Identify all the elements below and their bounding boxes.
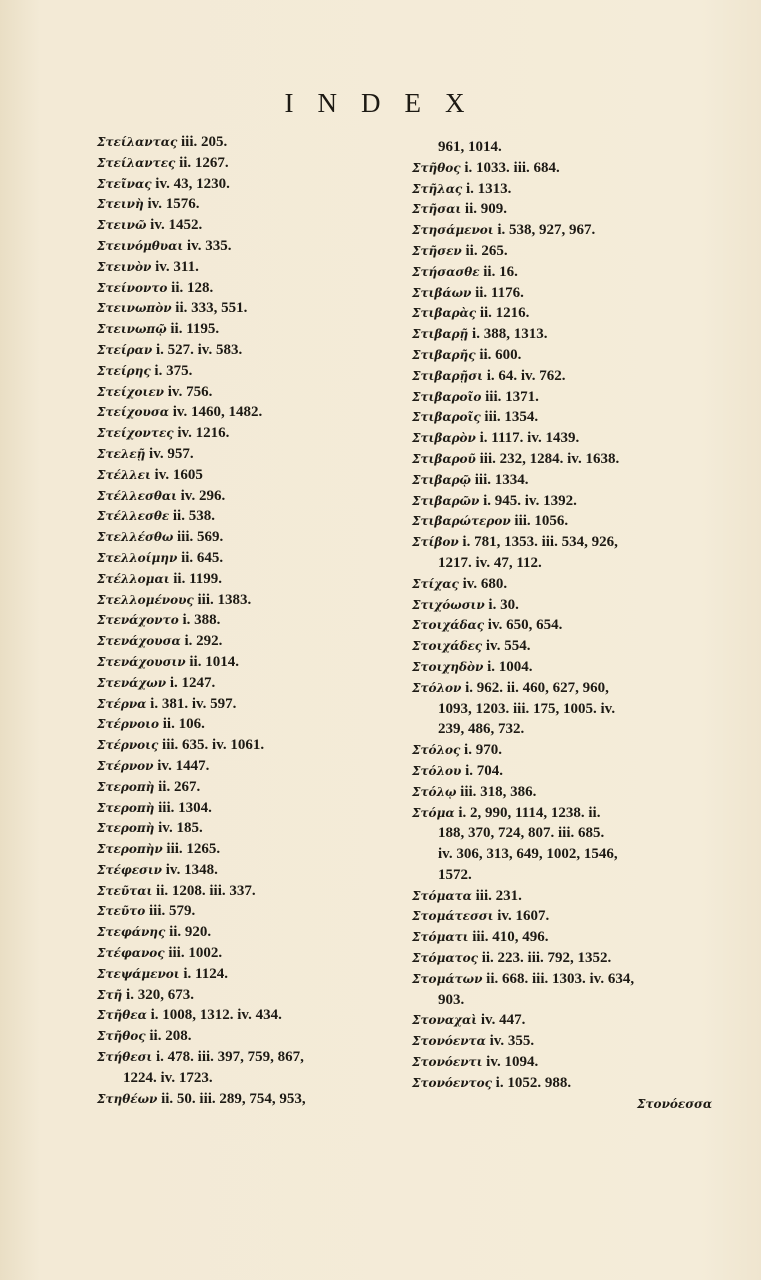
entry-headword: Στῆθος [97, 1029, 146, 1044]
index-entry [412, 574, 712, 595]
entry-headword: Στιβαρὸν [412, 431, 476, 446]
index-entry [412, 1010, 712, 1031]
entry-references: 1217. iv. 47, 112. [438, 554, 542, 571]
entry-headword: Στιβαρώτερον [412, 514, 511, 529]
entry-headword: Στῆσαι [412, 202, 462, 217]
entry-headword: Στεφάνης [97, 925, 166, 940]
index-entry [97, 1005, 397, 1026]
entry-headword: Στεῖνας [97, 176, 152, 191]
entry-headword: Στιβαρῇ [412, 327, 469, 342]
entry-references: iii. 1371. [485, 388, 539, 405]
entry-references: ii. 1176. [475, 284, 524, 301]
entry-headword: Στέλλει [97, 467, 151, 482]
entry-references: 1572. [438, 866, 472, 883]
entry-references: i. 375. [154, 362, 193, 379]
entry-headword: Στοναχαὶ [412, 1013, 478, 1028]
entry-headword: Στόλος [412, 743, 461, 758]
index-entry [412, 761, 712, 782]
index-entry [412, 719, 712, 740]
entry-headword: Στόλον [412, 680, 462, 695]
entry-headword: Στέλλεσθαι [97, 488, 177, 503]
entry-references: i. 388. [182, 612, 221, 629]
index-entry [97, 361, 397, 382]
entry-references: i. 30. [488, 596, 519, 613]
entry-references: i. 1008, 1312. iv. 434. [150, 1007, 282, 1024]
index-entry [412, 886, 712, 907]
entry-references: ii. 333, 551. [175, 300, 248, 317]
entry-headword: Στεροπὴ [97, 821, 155, 836]
index-entry [97, 610, 397, 631]
entry-headword: Στήσασθε [412, 264, 480, 279]
entry-headword: Στεῦται [97, 883, 153, 898]
index-entry [97, 423, 397, 444]
index-entry [97, 922, 397, 943]
index-entry [412, 782, 712, 803]
entry-references: iv. 335. [186, 237, 232, 254]
entry-headword: Στεροπὴν [97, 842, 163, 857]
entry-headword: Στοιχάδας [412, 618, 485, 633]
page-title: INDEX [284, 88, 489, 118]
entry-references: ii. 538. [172, 508, 215, 525]
index-entry [412, 1052, 712, 1073]
index-entry [412, 387, 712, 408]
index-entry [97, 652, 397, 673]
entry-headword: Στελλέσθω [97, 530, 174, 545]
entry-headword: Στεινόμθυαι [97, 238, 184, 253]
entry-references: iii. 1304. [158, 799, 212, 816]
index-entry [412, 449, 712, 470]
entry-references: ii. 128. [171, 279, 214, 296]
entry-references: i. 292. [184, 633, 223, 650]
entry-references: i. 478. iii. 397, 759, 867, [156, 1049, 304, 1066]
index-entry [97, 590, 397, 611]
entry-references: iii. 1265. [166, 841, 221, 858]
entry-headword: Στοιχάδες [412, 639, 483, 654]
index-entry [97, 860, 397, 881]
entry-references: iii. 231. [475, 887, 522, 904]
index-entry [97, 943, 397, 964]
index-entry [412, 137, 712, 158]
entry-references: i. 970. [464, 742, 502, 759]
index-entry [97, 194, 397, 215]
entry-headword: Στείχουσα [97, 405, 169, 420]
entry-headword: Στόμα [412, 805, 455, 820]
index-entry [97, 673, 397, 694]
index-entry [412, 865, 712, 886]
index-entry [412, 303, 712, 324]
entry-references: iii. 569. [177, 529, 224, 546]
entry-headword: Στιβαροῖο [412, 389, 482, 404]
right-column [412, 137, 712, 1094]
index-entry [97, 777, 397, 798]
index-entry [97, 735, 397, 756]
entry-references: iv. 554. [485, 638, 531, 655]
entry-headword: Στεψάμενοι [97, 966, 180, 981]
entry-references: ii. 645. [181, 549, 224, 566]
entry-references: iv. 1576. [147, 196, 200, 213]
entry-references: iii. 579. [149, 903, 196, 920]
entry-references: ii. 208. [149, 1028, 192, 1045]
entry-headword: Στέρνοιο [97, 717, 159, 732]
entry-references: iii. 205. [181, 134, 228, 150]
index-entry [412, 595, 712, 616]
entry-references: ii. 1267. [179, 154, 229, 171]
entry-headword: Στομάτων [412, 971, 483, 986]
entry-headword: Στεινωπῷ [97, 322, 167, 337]
entry-headword: Στενάχουσα [97, 634, 181, 649]
entry-headword: Στελλομένους [97, 592, 194, 607]
index-entry [97, 1026, 397, 1047]
entry-references: 1093, 1203. iii. 175, 1005. iv. [438, 700, 616, 717]
entry-references: i. 538, 927, 967. [497, 222, 596, 239]
entry-headword: Στοιχηδὸν [412, 659, 484, 674]
entry-references: ii. 50. iii. 289, 754, 953, [161, 1090, 306, 1107]
index-entry [97, 215, 397, 236]
index-entry [412, 262, 712, 283]
index-entry [97, 236, 397, 257]
index-entry [412, 1073, 712, 1094]
index-entry [97, 548, 397, 569]
entry-references: iii. 1354. [484, 409, 539, 426]
index-entry [97, 569, 397, 590]
index-entry [97, 901, 397, 922]
entry-headword: Στεινὴ [97, 197, 144, 212]
entry-references: iv. 1094. [486, 1054, 539, 1071]
entry-headword: Στεῦτο [97, 904, 146, 919]
index-entry [412, 636, 712, 657]
entry-headword: Στείλαντας [97, 135, 178, 149]
index-entry [412, 199, 712, 220]
entry-references: iv. 1447. [157, 757, 210, 774]
index-entry [412, 491, 712, 512]
index-entry [412, 428, 712, 449]
entry-headword: Στείχοντες [97, 426, 174, 441]
entry-references: iii. 1334. [474, 471, 529, 488]
entry-references: i. 1004. [487, 658, 533, 675]
entry-references: iv. 1460, 1482. [172, 404, 263, 421]
entry-references: ii. 1216. [479, 305, 530, 322]
entry-headword: Στιβάων [412, 285, 472, 300]
entry-headword: Στέρνον [97, 758, 154, 773]
entry-headword: Στεινὸν [97, 259, 152, 274]
index-entry [97, 486, 397, 507]
index-entry [97, 839, 397, 860]
index-entry [412, 969, 712, 990]
index-entry [97, 881, 397, 902]
entry-references: iv. 756. [167, 383, 213, 400]
index-entry [97, 1068, 397, 1089]
entry-references: ii. 909. [464, 201, 508, 218]
entry-headword: Στῆλας [412, 181, 463, 196]
entry-headword: Στῆ [97, 987, 123, 1002]
entry-references: ii. 1208. iii. 337. [156, 882, 256, 899]
entry-headword: Στενάχουσιν [97, 654, 186, 669]
index-entry [97, 631, 397, 652]
index-entry [412, 927, 712, 948]
entry-references: i. 781, 1353. iii. 534, 926, [462, 534, 618, 551]
entry-references: 903. [438, 991, 465, 1008]
entry-headword: Στελεῇ [97, 446, 146, 461]
index-entry [97, 1047, 397, 1068]
entry-headword: Στιβαρῇσι [412, 368, 483, 383]
entry-headword: Στεροπὴ [97, 800, 155, 815]
entry-references: i. 1117. iv. 1439. [479, 430, 580, 447]
index-entry [97, 298, 397, 319]
entry-references: iii. 1002. [168, 945, 223, 962]
entry-references: i. 1052. 988. [495, 1074, 572, 1091]
index-entry [97, 278, 397, 299]
entry-references: iv. 1348. [165, 861, 218, 878]
catchword: Στονόεσσα [637, 1097, 713, 1111]
index-entry [97, 756, 397, 777]
entry-references: ii. 668. iii. 1303. iv. 634, [486, 970, 635, 987]
entry-references: iv. 680. [462, 575, 508, 592]
index-entry [412, 906, 712, 927]
entry-references: i. 1313. [466, 180, 512, 197]
entry-references: iv. 43, 1230. [155, 175, 230, 192]
entry-headword: Στιβαροῦ [412, 451, 476, 466]
index-entry [412, 553, 712, 574]
entry-headword: Στιβαρῷ [412, 472, 471, 487]
entry-headword: Στεινῶ [97, 218, 147, 233]
index-entry [412, 1031, 712, 1052]
entry-references: 239, 486, 732. [438, 721, 525, 738]
entry-headword: Στονόεντος [412, 1075, 492, 1090]
left-column [97, 132, 397, 1109]
entry-headword: Στίβον [412, 535, 459, 550]
entry-references: iv. 447. [480, 1012, 526, 1029]
entry-headword: Στονόεντι [412, 1055, 483, 1070]
entry-references: 961, 1014. [438, 139, 502, 155]
entry-references: iv. 311. [155, 258, 199, 275]
entry-headword: Στομάτεσσι [412, 909, 494, 924]
entry-headword: Στείχοιεν [97, 384, 164, 399]
entry-references: iv. 355. [489, 1033, 535, 1050]
index-entry [97, 174, 397, 195]
entry-headword: Στέφανος [97, 946, 165, 961]
entry-headword: Στιβαροῖς [412, 410, 481, 425]
entry-headword: Στονόεντα [412, 1034, 486, 1049]
index-entry [97, 257, 397, 278]
index-entry [412, 948, 712, 969]
entry-references: iii. 1383. [197, 591, 252, 608]
entry-references: iv. 296. [180, 487, 226, 504]
index-entry [412, 158, 712, 179]
index-entry [412, 220, 712, 241]
index-entry [97, 798, 397, 819]
index-entry [412, 470, 712, 491]
index-entry [412, 740, 712, 761]
index-entry [97, 694, 397, 715]
entry-references: i. 1033. iii. 684. [464, 159, 560, 176]
entry-headword: Στιχόωσιν [412, 597, 485, 612]
entry-references: iii. 1056. [514, 513, 569, 530]
entry-references: ii. 920. [169, 924, 212, 941]
index-entry [412, 532, 712, 553]
entry-headword: Στόματι [412, 930, 469, 945]
entry-references: i. 381. iv. 597. [150, 695, 237, 712]
index-entry [97, 444, 397, 465]
index-entry [412, 283, 712, 304]
entry-headword: Στῆθεα [97, 1008, 147, 1023]
entry-references: i. 945. iv. 1392. [483, 492, 577, 509]
entry-headword: Στέρνα [97, 696, 147, 711]
entry-headword: Στόματος [412, 951, 478, 966]
index-entry [412, 241, 712, 262]
entry-references: i. 527. iv. 583. [155, 341, 243, 358]
entry-headword: Στῆθος [412, 160, 461, 175]
index-entry [97, 382, 397, 403]
entry-references: ii. 1199. [173, 570, 223, 587]
index-entry [97, 340, 397, 361]
index-entry [97, 506, 397, 527]
entry-headword: Στείλαντες [97, 155, 176, 170]
index-entry [412, 511, 712, 532]
entry-references: i. 1247. [169, 674, 216, 691]
entry-headword: Στόλῳ [412, 784, 457, 799]
entry-references: ii. 106. [162, 716, 205, 733]
index-entry [412, 324, 712, 345]
index-entry [97, 985, 397, 1006]
entry-references: ii. 16. [483, 263, 518, 280]
entry-references: ii. 600. [479, 346, 522, 363]
entry-references: i. 704. [465, 762, 503, 779]
entry-references: ii. 223. iii. 792, 1352. [481, 950, 612, 967]
entry-headword: Στῆσεν [412, 243, 462, 258]
entry-headword: Στόματα [412, 888, 472, 903]
entry-headword: Στεροπὴ [97, 779, 155, 794]
index-entry [412, 823, 712, 844]
entry-headword: Στιβαρῆς [412, 347, 476, 362]
entry-references: i. 64. iv. 762. [486, 367, 566, 384]
entry-references: iv. 185. [158, 820, 203, 837]
index-entry [97, 153, 397, 174]
entry-references: ii. 265. [465, 242, 508, 259]
index-entry [412, 844, 712, 865]
index-entry [412, 366, 712, 387]
entry-headword: Στιβαρῶν [412, 493, 480, 508]
entry-references: iii. 410, 496. [472, 929, 549, 946]
index-entry [97, 132, 397, 153]
entry-headword: Στόλου [412, 763, 462, 778]
index-entry [412, 345, 712, 366]
index-entry [412, 615, 712, 636]
entry-headword: Στέφεσιν [97, 862, 162, 877]
entry-references: iv. 1607. [497, 908, 550, 925]
entry-references: i. 320, 673. [126, 986, 194, 1003]
entry-headword: Στείνοντο [97, 280, 168, 295]
entry-headword: Στηθέων [97, 1091, 158, 1106]
entry-headword: Στέλλεσθε [97, 509, 170, 524]
entry-references: iii. 635. iv. 1061. [162, 737, 265, 754]
index-entry [97, 964, 397, 985]
entry-references: i. 388, 1313. [472, 326, 548, 343]
index-entry [412, 803, 712, 824]
index-entry [412, 678, 712, 699]
entry-references: ii. 1195. [170, 321, 220, 338]
entry-references: iv. 1216. [177, 425, 230, 442]
entry-headword: Στεινωπὸν [97, 301, 172, 316]
index-entry [412, 990, 712, 1011]
entry-headword: Στείραν [97, 342, 153, 357]
entry-references: iii. 318, 386. [460, 783, 537, 800]
entry-references: iii. 232, 1284. iv. 1638. [479, 450, 620, 467]
index-entry [412, 657, 712, 678]
entry-headword: Στίχας [412, 576, 459, 591]
index-entry [97, 402, 397, 423]
entry-references: ii. 1014. [189, 653, 239, 670]
entry-references: iv. 1605 [154, 466, 203, 483]
entry-headword: Στείρης [97, 363, 151, 378]
index-entry [412, 179, 712, 200]
entry-references: ii. 267. [158, 778, 201, 795]
entry-references: 188, 370, 724, 807. iii. 685. [438, 825, 605, 842]
entry-references: iv. 957. [149, 445, 194, 462]
index-entry [97, 1089, 397, 1110]
entry-headword: Στέλλομαι [97, 571, 170, 586]
entry-headword: Στέρνοις [97, 738, 159, 753]
index-entry [97, 527, 397, 548]
entry-references: 1224. iv. 1723. [123, 1069, 213, 1086]
entry-references: iv. 650, 654. [487, 617, 563, 634]
index-entry [97, 465, 397, 486]
entry-references: i. 962. ii. 460, 627, 960, [465, 679, 609, 696]
entry-references: i. 2, 990, 1114, 1238. ii. [458, 804, 601, 821]
entry-headword: Στενάχοντο [97, 613, 179, 628]
entry-headword: Στιβαρὰς [412, 306, 477, 321]
index-entry [97, 818, 397, 839]
entry-references: i. 1124. [183, 965, 228, 982]
entry-headword: Στησάμενοι [412, 223, 494, 238]
entry-headword: Στελλοίμην [97, 550, 178, 565]
entry-headword: Στήθεσι [97, 1050, 153, 1065]
index-entry [97, 714, 397, 735]
index-entry [97, 319, 397, 340]
index-entry [412, 407, 712, 428]
index-entry [412, 699, 712, 720]
entry-references: iv. 306, 313, 649, 1002, 1546, [438, 846, 618, 863]
entry-references: iv. 1452. [150, 217, 203, 234]
entry-headword: Στενάχων [97, 675, 167, 690]
